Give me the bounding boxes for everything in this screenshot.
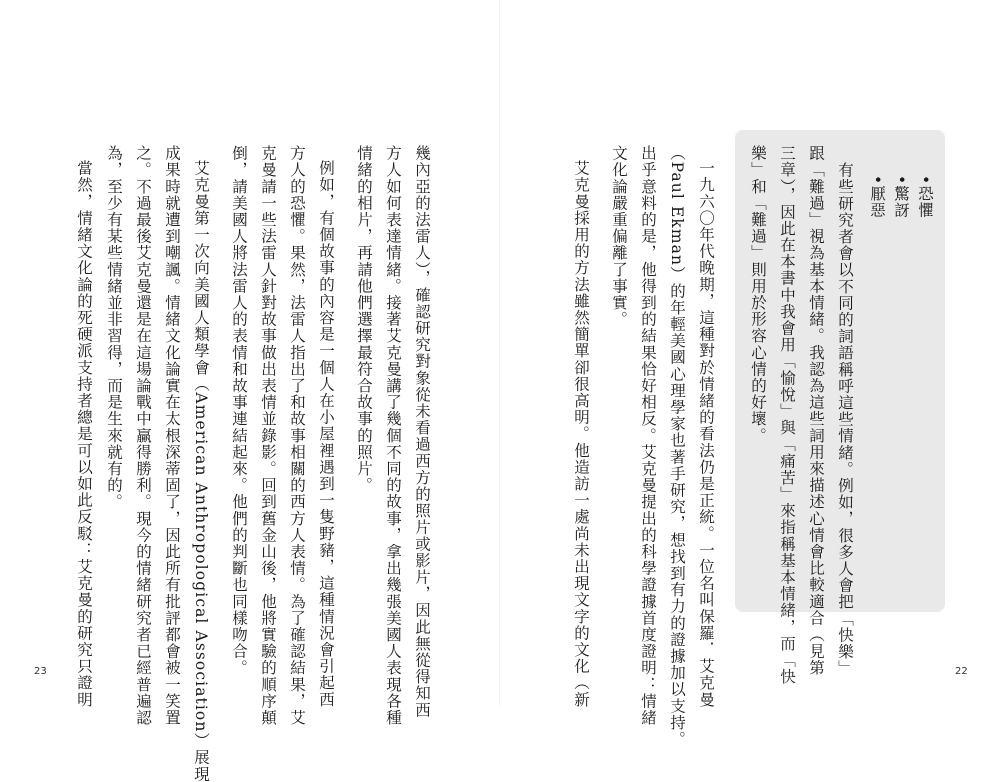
body-line: 艾克曼採用的方法雖然簡單卻很高明。他造訪一處尚未出現文字的文化（新	[572, 160, 590, 708]
bullet-item: •恐懼	[916, 175, 934, 219]
body-line: 艾克曼第一次向美國人類學會（American Anthropological Association）展現	[192, 160, 210, 782]
body-line: 幾內亞的法雷人），確認研究對象從未看過西方的照片或影片，因此無從得知西	[413, 145, 431, 719]
bullet-item: •驚訝	[892, 175, 910, 219]
note-line: 跟「難過」視為基本情緒。我認為這些詞用來描述心情會比較適合（見第	[807, 145, 825, 677]
page-number: 23	[34, 666, 47, 677]
body-line: 一九六〇年代晚期，這種對於情緒的看法仍是正統。一位名叫保羅．艾克曼	[697, 160, 715, 708]
body-line: 方人如何表達情緒。接著艾克曼講了幾個不同的故事，拿出幾張美國人表現各種	[384, 145, 402, 726]
body-line: 克曼請一些法雷人針對故事做出表情並錄影。回到舊金山後，他將實驗的順序顛	[259, 145, 277, 726]
note-line: 三章），因此在本書中我會用「愉悅」與「痛苦」來指稱基本情緒，而「快	[778, 145, 796, 686]
page-number: 22	[955, 666, 968, 677]
body-line: 之。不過最後艾克曼還是在這場論戰中贏得勝利。現今的情緒研究者已經普遍認	[134, 145, 152, 726]
body-line: 情緒的相片，再請他們選擇最符合故事的照片。	[355, 145, 373, 494]
bullet-item: •厭惡	[868, 175, 886, 219]
body-line: 為，至少有某些情緒並非習得，而是生來就有的。	[105, 145, 123, 511]
body-line: （Paul Ekman）的年輕美國心理學家也著手研究，想找到有力的證據加以支持。	[668, 145, 686, 748]
body-line: 方人的恐懼。果然，法雷人指出了和故事相關的西方人表情。為了確認結果，艾	[288, 145, 306, 726]
body-line: 成果時就遭到嘲諷。情緒文化論實在太根深蒂固了，因此所有批評都會被一笑置	[163, 145, 181, 726]
body-line: 文化論嚴重偏離了事實。	[610, 145, 628, 328]
body-line: 出乎意料的是，他得到的結果恰好相反。艾克曼提出的科學證據首度證明：情緒	[639, 145, 657, 726]
note-line: 樂」和「難過」則用於形容心情的好壞。	[749, 145, 767, 444]
page-gutter	[499, 0, 500, 706]
note-line: 有些研究者會以不同的詞語稱呼這些情緒。例如，很多人會把「快樂」	[836, 162, 854, 677]
body-line: 例如，有個故事的內容是一個人在小屋裡遇到一隻野豬，這種情況會引起西	[317, 160, 335, 708]
body-line: 當然，情緒文化論的死硬派支持者總是可以如此反駁：艾克曼的研究只證明	[75, 160, 93, 708]
body-line: 倒，請美國人將法雷人的表情和故事連結起來。他們的判斷也同樣吻合。	[230, 145, 248, 677]
